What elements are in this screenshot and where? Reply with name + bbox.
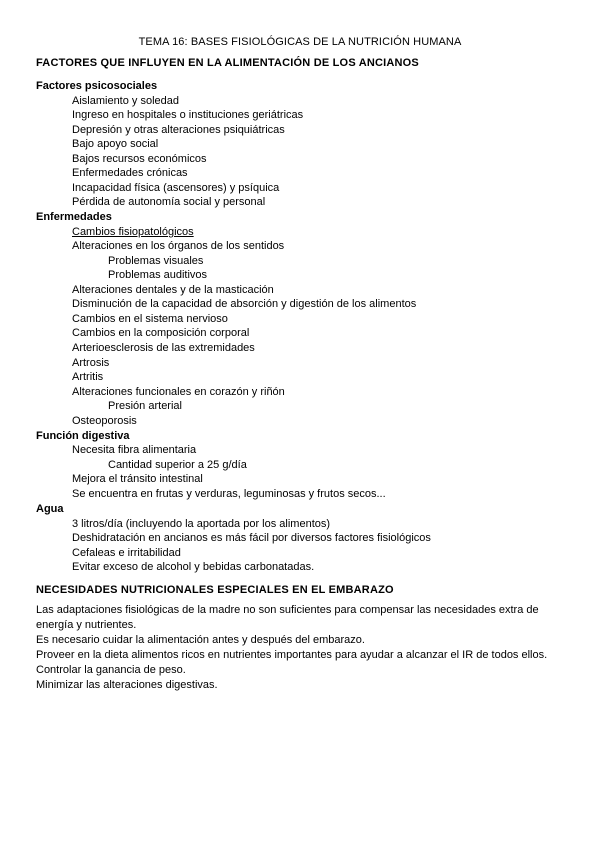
list-item: 3 litros/día (incluyendo la aportada por los alimentos) [72,518,331,530]
list-item: Cefaleas e irritabilidad [72,547,181,559]
list-item: Arterioesclerosis de las extremidades [72,342,255,354]
list-subitem: Problemas auditivos [108,269,208,281]
list-item: Mejora el tránsito intestinal [72,473,203,485]
page-header: TEMA 16: BASES FISIOLÓGICAS DE LA NUTRICIÓN HUMANA [138,36,462,48]
list-item: Cambios en el sistema nervioso [72,313,228,325]
list-item: Cambios en la composición corporal [72,327,250,339]
list-item: Se encuentra en frutas y verduras, leguminosas y frutos secos... [72,488,386,500]
list-item: Depresión y otras alteraciones psiquiátricas [72,124,285,136]
paragraph: Controlar la ganancia de peso. [36,664,186,676]
list-item: Bajos recursos económicos [72,153,207,165]
list-item: Pérdida de autonomía social y personal [72,196,266,208]
list-item: Osteoporosis [72,415,137,427]
heading-enfermedades: Enfermedades [36,211,112,223]
list-item: Alteraciones dentales y de la masticación [72,284,274,296]
paragraph: Proveer en la dieta alimentos ricos en nutrientes importantes para ayudar a alcanzar el IR de todos ellos. [36,649,548,661]
list-item: Alteraciones en los órganos de los sentidos [72,240,285,252]
list-item: Evitar exceso de alcohol y bebidas carbonatadas. [72,561,315,573]
list-item: Alteraciones funcionales en corazón y riñón [72,386,285,398]
list-item: Bajo apoyo social [72,138,159,150]
list-item: Enfermedades crónicas [72,167,188,179]
list-item: Incapacidad física (ascensores) y psíquica [72,182,280,194]
heading-psicosociales: Factores psicosociales [36,80,158,92]
section-title-embarazo: NECESIDADES NUTRICIONALES ESPECIALES EN EL EMBARAZO [36,584,394,596]
list-item: Artritis [72,371,104,383]
heading-agua: Agua [36,503,64,515]
list-item: Aislamiento y soledad [72,95,180,107]
paragraph: Minimizar las alteraciones digestivas. [36,679,218,691]
list-item: Artrosis [72,357,110,369]
list-subitem: Presión arterial [108,400,182,412]
list-item: Disminución de la capacidad de absorción y digestión de los alimentos [72,298,417,310]
list-subitem: Cantidad superior a 25 g/día [108,459,247,471]
paragraph: Es necesario cuidar la alimentación antes y después del embarazo. [36,634,365,646]
list-subitem: Problemas visuales [108,255,204,267]
heading-digestiva: Función digestiva [36,430,130,442]
subheading-cambios: Cambios fisiopatológicos [72,226,194,238]
section-title-ancianos: FACTORES QUE INFLUYEN EN LA ALIMENTACIÓN DE LOS ANCIANOS [36,57,419,69]
list-item: Deshidratación en ancianos es más fácil por diversos factores fisiológicos [72,532,431,544]
list-item: Necesita fibra alimentaria [72,444,197,456]
list-item: Ingreso en hospitales o instituciones geriátricas [72,109,304,121]
paragraph: Las adaptaciones fisiológicas de la madre no son suficientes para compensar las necesidades extra de energía y nutrientes. [36,604,539,631]
